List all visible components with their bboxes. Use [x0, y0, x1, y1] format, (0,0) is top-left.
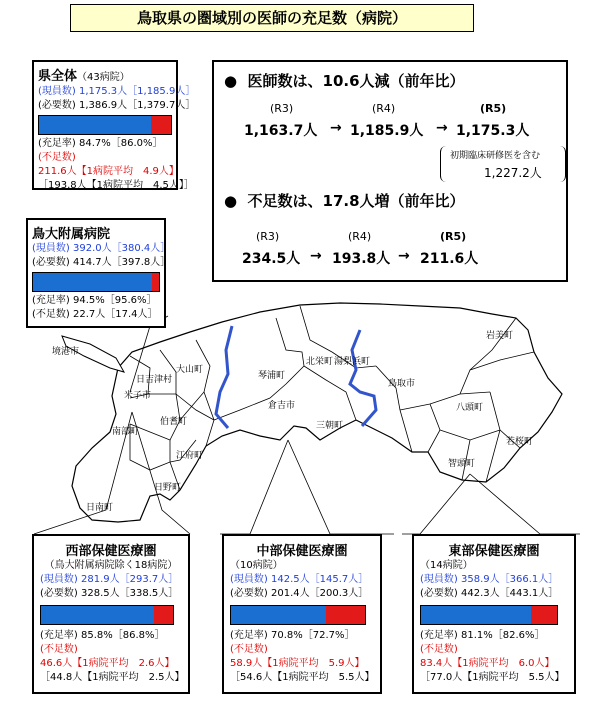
prefecture-panel: [32, 60, 196, 191]
prefecture-shortage: 211.6人【1病院平均 4.9人】: [38, 166, 179, 177]
university-bar-current: [33, 273, 152, 291]
summary-shortage-year-r4: (R4): [348, 230, 372, 243]
summary-shortage-year-r3: (R3): [256, 230, 280, 243]
central-bar-current: [231, 606, 326, 624]
summary-year-r5: (R5): [480, 102, 507, 115]
central-rate: (充足率) 70.8%［72.7%］: [230, 630, 355, 641]
label-yurihama: 湯梨浜町: [334, 357, 371, 367]
label-iwami: 岩美町: [486, 331, 514, 341]
central-panel: [222, 534, 382, 694]
west-bar-current: [41, 606, 154, 624]
east-prev: ［77.0人【1病院平均 5.5人】: [420, 672, 565, 683]
east-bar: [420, 605, 558, 625]
east-shortage: 83.4人【1病院平均 6.0人】: [420, 658, 555, 669]
prefecture-required: (必要数) 1,386.9人［1,379.7人］: [38, 100, 196, 111]
label-misasa: 三朝町: [316, 421, 344, 431]
label-yazu: 八頭町: [456, 403, 484, 413]
label-kofu: 江府町: [176, 451, 204, 461]
university-title: 鳥大附属病院: [32, 227, 111, 242]
summary-shortage-year-r5: (R5): [440, 230, 467, 243]
summary-year-r4: (R4): [372, 102, 396, 115]
prefecture-prev: ［193.8人【1病院平均 4.5人】］: [38, 180, 194, 191]
label-tottori: 鳥取市: [388, 379, 416, 389]
east-title: 東部保健医療圏: [448, 544, 540, 559]
university-rate: (充足率) 94.5%［95.6%］: [32, 295, 157, 306]
summary-note-value: 1,227.2人: [484, 166, 542, 180]
central-title: 中部保健医療圏: [256, 544, 348, 559]
page-title: 鳥取県の圏域別の医師の充足数（病院）: [70, 4, 474, 32]
east-required: (必要数) 442.3人［443.1人］: [420, 588, 559, 599]
label-nichinan: 日南町: [86, 503, 114, 513]
label-hino: 日野町: [154, 483, 182, 493]
summary-year-r3: (R3): [270, 102, 294, 115]
label-daisen: 大山町: [176, 365, 204, 375]
summary-arrow-2: →: [436, 120, 448, 136]
summary-shortage-r5: 211.6人: [420, 251, 479, 267]
university-bar-shortage: [152, 273, 159, 291]
west-required: (必要数) 328.5人［338.5人］: [40, 588, 179, 599]
label-yonago: 米子市: [124, 391, 152, 401]
university-bar: [32, 272, 160, 292]
central-sub: （10病院）: [230, 560, 283, 571]
summary-headline-1: ● 医師数は、10.6人減（前年比）: [224, 72, 465, 90]
university-required: (必要数) 414.7人［397.8人］: [32, 257, 171, 268]
central-required: (必要数) 201.4人［200.3人］: [230, 588, 369, 599]
east-bar-shortage: [531, 606, 557, 624]
east-rate: (充足率) 81.1%［82.6%］: [420, 630, 545, 641]
label-hoki: 伯耆町: [160, 417, 188, 427]
label-hokuei: 北栄町: [306, 357, 334, 367]
summary-arrow-4: →: [398, 248, 410, 264]
summary-arrow-1: →: [330, 120, 342, 136]
prefecture-bar-shortage: [151, 116, 171, 134]
central-shortage-label: (不足数): [230, 644, 268, 655]
central-bar-shortage: [326, 606, 365, 624]
east-panel: [412, 534, 576, 694]
west-title: 西部保健医療圏: [65, 544, 157, 559]
east-current: (現員数) 358.9人［366.1人］: [420, 574, 559, 585]
central-prev: ［54.6人【1病院平均 5.5人】: [230, 672, 375, 683]
label-kotoura: 琴浦町: [258, 371, 286, 381]
prefecture-current: (現員数) 1,175.3人［1,185.9人］: [38, 86, 196, 97]
summary-shortage-r3: 234.5人: [242, 251, 301, 267]
prefecture-bar: [38, 115, 172, 135]
university-current: (現員数) 392.0人［380.4人］: [32, 243, 171, 254]
summary-doctors-r5: 1,175.3人: [456, 123, 530, 139]
west-prev: ［44.8人【1病院平均 2.5人】: [40, 672, 185, 683]
label-sakaiminato: 境港市: [52, 347, 80, 357]
prefecture-rate: (充足率) 84.7%［86.0%］: [38, 138, 163, 149]
summary-headline-2: ● 不足数は、17.8人増（前年比）: [224, 192, 465, 210]
summary-note-label: 初期臨床研修医を含む: [450, 151, 541, 161]
west-panel: [32, 534, 190, 694]
west-rate: (充足率) 85.8%［86.8%］: [40, 630, 165, 641]
east-bar-current: [421, 606, 531, 624]
central-current: (現員数) 142.5人［145.7人］: [230, 574, 369, 585]
summary-doctors-r3: 1,163.7人: [244, 123, 318, 139]
prefecture-shortage-label: (不足数): [38, 152, 76, 163]
west-sub: （鳥大附属病院除く18病院）: [44, 560, 178, 571]
west-current: (現員数) 281.9人［293.7人］: [40, 574, 179, 585]
university-shortage: (不足数) 22.7人［17.4人］: [32, 309, 158, 320]
east-shortage-label: (不足数): [420, 644, 458, 655]
label-nanbu: 南部町: [112, 427, 140, 437]
label-chizu: 智頭町: [448, 459, 476, 469]
central-bar: [230, 605, 366, 625]
summary-shortage-r4: 193.8人: [332, 251, 391, 267]
east-sub: （14病院）: [420, 560, 473, 571]
summary-doctors-r4: 1,185.9人: [350, 123, 424, 139]
west-shortage: 46.6人【1病院平均 2.6人】: [40, 658, 175, 669]
prefecture-bar-current: [39, 116, 151, 134]
central-shortage: 58.9人【1病院平均 5.9人】: [230, 658, 365, 669]
summary-box: [212, 60, 568, 282]
label-kurayoshi: 倉吉市: [268, 401, 296, 411]
label-wakasa: 若桜町: [506, 437, 534, 447]
west-bar-shortage: [154, 606, 173, 624]
west-shortage-label: (不足数): [40, 644, 78, 655]
label-hiezu: 日吉津村: [136, 375, 173, 385]
prefecture-title: 県全体（43病院）: [38, 69, 130, 84]
summary-arrow-3: →: [310, 248, 322, 264]
west-bar: [40, 605, 174, 625]
university-panel: [26, 218, 171, 328]
